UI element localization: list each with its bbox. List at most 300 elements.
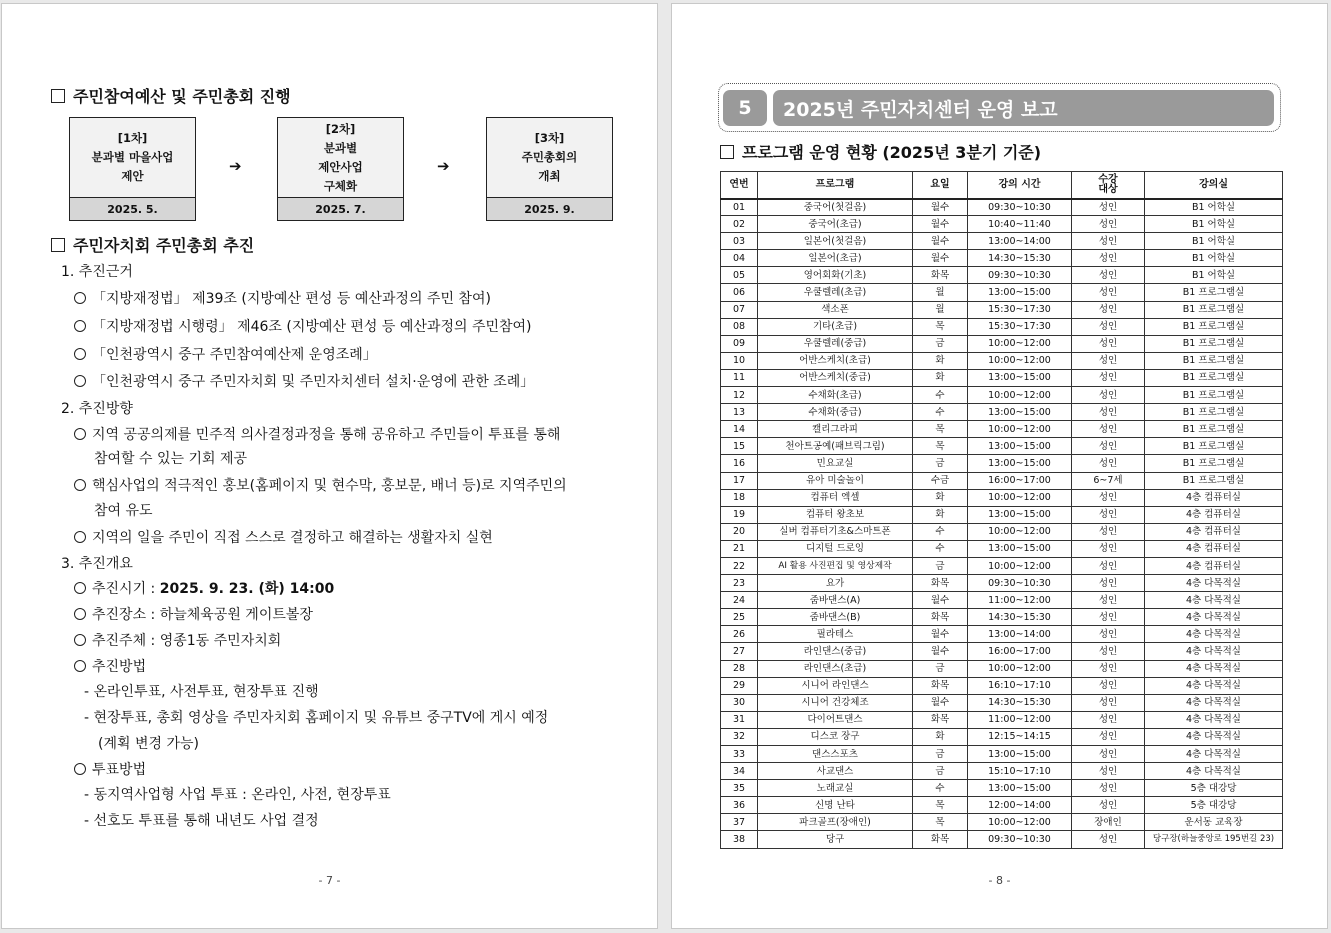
table-cell: 화 bbox=[913, 506, 968, 523]
checkbox-square-icon bbox=[720, 145, 734, 159]
table-cell: 13:00~15:00 bbox=[968, 404, 1072, 421]
table-cell: 13:00~15:00 bbox=[968, 506, 1072, 523]
table-cell: 07 bbox=[721, 301, 758, 318]
bullet-item bbox=[74, 318, 532, 336]
table-cell: 03 bbox=[721, 233, 758, 250]
table-cell: 10:00~12:00 bbox=[968, 814, 1072, 831]
table-cell: 4층 다목적실 bbox=[1145, 626, 1283, 643]
table-cell: 성인 bbox=[1072, 284, 1145, 301]
column-header: 수강 대상 bbox=[1072, 172, 1145, 199]
table-cell: 목 bbox=[913, 421, 968, 438]
table-cell: 11:00~12:00 bbox=[968, 592, 1072, 609]
table-cell: 월수 bbox=[913, 233, 968, 250]
table-cell: 일본어(초급) bbox=[758, 250, 913, 267]
table-row bbox=[721, 233, 1283, 250]
flow-step-1 bbox=[69, 117, 196, 221]
table-row bbox=[721, 199, 1283, 216]
flow-step-text: 개최 bbox=[538, 169, 561, 183]
table-cell: 13:00~14:00 bbox=[968, 626, 1072, 643]
table-cell: 화목 bbox=[913, 711, 968, 728]
table-cell: 화 bbox=[913, 728, 968, 745]
table-cell: 02 bbox=[721, 216, 758, 233]
flow-step-text: 구체화 bbox=[323, 178, 358, 193]
table-cell: 월수 bbox=[913, 216, 968, 233]
table-cell: 신명 난타 bbox=[758, 797, 913, 814]
table-cell: 10:00~12:00 bbox=[968, 489, 1072, 506]
table-cell: 성인 bbox=[1072, 387, 1145, 404]
bullet-text: 추진주체 : 영종1동 주민자치회 bbox=[92, 633, 282, 649]
table-row bbox=[721, 763, 1283, 780]
table-cell: 16 bbox=[721, 455, 758, 472]
table-row bbox=[721, 592, 1283, 609]
bullet-text: 「지방재정법 시행령」 제46조 (지방예산 편성 등 예산과정의 주민참여) bbox=[92, 319, 532, 335]
table-cell: 당구장(하늘중앙로 195번길 23) bbox=[1145, 831, 1283, 848]
table-cell: 22 bbox=[721, 557, 758, 574]
table-cell: 19 bbox=[721, 506, 758, 523]
table-cell: 15:30~17:30 bbox=[968, 301, 1072, 318]
table-row bbox=[721, 216, 1283, 233]
circle-bullet-icon bbox=[74, 348, 86, 360]
column-header: 연번 bbox=[721, 172, 758, 199]
table-cell: 화 bbox=[913, 352, 968, 369]
table-cell: 요가 bbox=[758, 575, 913, 592]
table-row bbox=[721, 694, 1283, 711]
arrow-right-icon: ➔ bbox=[437, 157, 450, 175]
bullet-text: 핵심사업의 적극적인 홍보(홈페이지 및 현수막, 홍보문, 배너 등)로 지역주민의 bbox=[92, 478, 567, 494]
table-cell: 라인댄스(중급) bbox=[758, 643, 913, 660]
table-cell: 성인 bbox=[1072, 831, 1145, 848]
table-row bbox=[721, 369, 1283, 386]
table-cell: B1 프로그램실 bbox=[1145, 284, 1283, 301]
bullet-item bbox=[74, 477, 567, 495]
table-row bbox=[721, 609, 1283, 626]
table-cell: 4층 다목적실 bbox=[1145, 575, 1283, 592]
bullet-item bbox=[74, 529, 493, 547]
table-cell: 월 bbox=[913, 284, 968, 301]
table-cell: 04 bbox=[721, 250, 758, 267]
chapter-banner bbox=[718, 83, 1281, 132]
bullet-item bbox=[74, 632, 281, 650]
table-cell: 수금 bbox=[913, 472, 968, 489]
table-cell: 성인 bbox=[1072, 797, 1145, 814]
table-cell: 09:30~10:30 bbox=[968, 267, 1072, 284]
circle-bullet-icon bbox=[74, 582, 86, 594]
table-cell: 13:00~15:00 bbox=[968, 438, 1072, 455]
table-row bbox=[721, 387, 1283, 404]
flow-step-3 bbox=[486, 117, 613, 221]
table-cell: 성인 bbox=[1072, 711, 1145, 728]
table-cell: 화목 bbox=[913, 575, 968, 592]
circle-bullet-icon bbox=[74, 479, 86, 491]
table-cell: 유아 미술놀이 bbox=[758, 472, 913, 489]
table-cell: 월수 bbox=[913, 199, 968, 216]
table-cell: 4층 다목적실 bbox=[1145, 711, 1283, 728]
table-cell: 08 bbox=[721, 318, 758, 335]
table-cell: 13:00~15:00 bbox=[968, 284, 1072, 301]
table-cell: 성인 bbox=[1072, 216, 1145, 233]
table-cell: 28 bbox=[721, 660, 758, 677]
table-cell: 26 bbox=[721, 626, 758, 643]
checkbox-square-icon bbox=[51, 89, 65, 103]
table-cell: 성인 bbox=[1072, 267, 1145, 284]
table-cell: 성인 bbox=[1072, 421, 1145, 438]
bullet-text: 「인천광역시 중구 주민참여예산제 운영조례」 bbox=[92, 347, 377, 363]
table-cell: 10 bbox=[721, 352, 758, 369]
bullet-item bbox=[74, 426, 560, 444]
table-cell: 10:00~12:00 bbox=[968, 352, 1072, 369]
table-cell: 06 bbox=[721, 284, 758, 301]
bullet-item bbox=[74, 761, 146, 779]
table-cell: 디스코 장구 bbox=[758, 728, 913, 745]
table-cell: 38 bbox=[721, 831, 758, 848]
bullet-text: 「지방재정법」 제39조 (지방예산 편성 등 예산과정의 주민 참여) bbox=[92, 291, 491, 307]
table-cell: 화목 bbox=[913, 609, 968, 626]
table-cell: 4층 다목적실 bbox=[1145, 694, 1283, 711]
table-cell: 수채화(초급) bbox=[758, 387, 913, 404]
table-cell: 일본어(첫걸음) bbox=[758, 233, 913, 250]
table-cell: 13 bbox=[721, 404, 758, 421]
table-cell: 월수 bbox=[913, 643, 968, 660]
table-cell: 파크골프(장애인) bbox=[758, 814, 913, 831]
table-cell: B1 프로그램실 bbox=[1145, 301, 1283, 318]
table-cell: 금 bbox=[913, 660, 968, 677]
bullet-item bbox=[74, 580, 334, 598]
table-row bbox=[721, 404, 1283, 421]
circle-bullet-icon bbox=[74, 608, 86, 620]
table-cell: 33 bbox=[721, 746, 758, 763]
table-cell: 월수 bbox=[913, 592, 968, 609]
table-row bbox=[721, 540, 1283, 557]
bullet-continuation: 참여 유도 bbox=[94, 503, 153, 519]
table-cell: 11:00~12:00 bbox=[968, 711, 1072, 728]
flow-step-text: 제안사업 bbox=[318, 159, 363, 174]
flow-step-text: 제안 bbox=[121, 169, 144, 183]
page-number: - 8 - bbox=[988, 874, 1011, 887]
flow-step-text: [2차] bbox=[325, 121, 356, 136]
table-cell: 16:00~17:00 bbox=[968, 472, 1072, 489]
table-row bbox=[721, 660, 1283, 677]
table-row bbox=[721, 284, 1283, 301]
chapter-title: 2025년 주민자치센터 운영 보고 bbox=[773, 90, 1274, 126]
table-cell: 10:00~12:00 bbox=[968, 523, 1072, 540]
table-cell: 어반스케치(초급) bbox=[758, 352, 913, 369]
table-cell: B1 어학실 bbox=[1145, 250, 1283, 267]
table-cell: 34 bbox=[721, 763, 758, 780]
table-cell: B1 프로그램실 bbox=[1145, 455, 1283, 472]
bullet-text: 추진시기 : bbox=[92, 581, 160, 597]
table-row bbox=[721, 267, 1283, 284]
table-cell: 36 bbox=[721, 797, 758, 814]
table-cell: 성인 bbox=[1072, 763, 1145, 780]
table-cell: 13:00~15:00 bbox=[968, 369, 1072, 386]
table-cell: 5층 대강당 bbox=[1145, 780, 1283, 797]
table-cell: 금 bbox=[913, 763, 968, 780]
column-header: 프로그램 bbox=[758, 172, 913, 199]
table-cell: 13:00~15:00 bbox=[968, 746, 1072, 763]
table-cell: 14 bbox=[721, 421, 758, 438]
table-cell: 16:10~17:10 bbox=[968, 677, 1072, 694]
bullet-item bbox=[74, 658, 146, 676]
table-row bbox=[721, 780, 1283, 797]
table-cell: 15:10~17:10 bbox=[968, 763, 1072, 780]
table-cell: B1 프로그램실 bbox=[1145, 472, 1283, 489]
table-cell: B1 어학실 bbox=[1145, 267, 1283, 284]
table-cell: 중국어(첫걸음) bbox=[758, 199, 913, 216]
table-cell: 4층 다목적실 bbox=[1145, 728, 1283, 745]
dash-item: - 동지역사업형 사업 투표 : 온라인, 사전, 현장투표 bbox=[84, 787, 391, 803]
table-cell: 성인 bbox=[1072, 335, 1145, 352]
table-cell: 성인 bbox=[1072, 318, 1145, 335]
program-table bbox=[720, 171, 1283, 849]
table-cell: 4층 컴퓨터실 bbox=[1145, 489, 1283, 506]
bullet-text: 지역의 일을 주민이 직접 스스로 결정하고 해결하는 생활자치 실현 bbox=[92, 530, 493, 546]
table-cell: 성인 bbox=[1072, 352, 1145, 369]
table-cell: 성인 bbox=[1072, 506, 1145, 523]
table-cell: 컴퓨터 엑셀 bbox=[758, 489, 913, 506]
table-cell: 25 bbox=[721, 609, 758, 626]
flow-step-text: 분과별 마을사업 bbox=[91, 150, 174, 164]
table-cell: 영어회화(기초) bbox=[758, 267, 913, 284]
table-cell: 10:00~12:00 bbox=[968, 660, 1072, 677]
table-cell: 성인 bbox=[1072, 369, 1145, 386]
table-cell: 성인 bbox=[1072, 540, 1145, 557]
table-cell: 월 bbox=[913, 301, 968, 318]
table-cell: 다이어트댄스 bbox=[758, 711, 913, 728]
table-cell: B1 어학실 bbox=[1145, 216, 1283, 233]
table-row bbox=[721, 506, 1283, 523]
table-cell: 4층 다목적실 bbox=[1145, 660, 1283, 677]
table-cell: B1 프로그램실 bbox=[1145, 335, 1283, 352]
table-cell: 12:15~14:15 bbox=[968, 728, 1072, 745]
table-cell: 성인 bbox=[1072, 677, 1145, 694]
table-cell: 캘리그라피 bbox=[758, 421, 913, 438]
bullet-item bbox=[74, 346, 377, 364]
table-cell: 수 bbox=[913, 780, 968, 797]
table-cell: 수 bbox=[913, 523, 968, 540]
document-page-7 bbox=[1, 3, 658, 929]
table-cell: 수채화(중급) bbox=[758, 404, 913, 421]
circle-bullet-icon bbox=[74, 292, 86, 304]
table-cell: 금 bbox=[913, 746, 968, 763]
column-header: 강의실 bbox=[1145, 172, 1283, 199]
flow-step-text: [1차] bbox=[117, 131, 148, 145]
table-row bbox=[721, 335, 1283, 352]
table-cell: 기타(초급) bbox=[758, 318, 913, 335]
table-cell: 금 bbox=[913, 455, 968, 472]
table-cell: 줌바댄스(A) bbox=[758, 592, 913, 609]
table-cell: 5층 대강당 bbox=[1145, 797, 1283, 814]
table-cell: B1 어학실 bbox=[1145, 199, 1283, 216]
table-cell: B1 프로그램실 bbox=[1145, 369, 1283, 386]
table-cell: B1 프로그램실 bbox=[1145, 404, 1283, 421]
schedule-value: 2025. 9. 23. (화) 14:00 bbox=[159, 581, 335, 597]
table-cell: 16:00~17:00 bbox=[968, 643, 1072, 660]
table-row bbox=[721, 677, 1283, 694]
table-cell: 4층 다목적실 bbox=[1145, 763, 1283, 780]
table-cell: 21 bbox=[721, 540, 758, 557]
table-cell: 월수 bbox=[913, 250, 968, 267]
table-row bbox=[721, 455, 1283, 472]
table-cell: 4층 다목적실 bbox=[1145, 746, 1283, 763]
table-cell: 수 bbox=[913, 540, 968, 557]
table-row bbox=[721, 318, 1283, 335]
table-cell: 성인 bbox=[1072, 250, 1145, 267]
numbered-heading: 1. 추진근거 bbox=[61, 264, 133, 280]
table-cell: 09:30~10:30 bbox=[968, 199, 1072, 216]
table-cell: 10:00~12:00 bbox=[968, 421, 1072, 438]
table-cell: 15 bbox=[721, 438, 758, 455]
document-page-8 bbox=[671, 3, 1328, 929]
section-heading-participatory-budget bbox=[51, 84, 291, 107]
table-cell: 30 bbox=[721, 694, 758, 711]
arrow-right-icon: ➔ bbox=[229, 157, 242, 175]
table-cell: 14:30~15:30 bbox=[968, 694, 1072, 711]
table-cell: 05 bbox=[721, 267, 758, 284]
numbered-heading: 2. 추진방향 bbox=[61, 401, 133, 417]
table-row bbox=[721, 472, 1283, 489]
circle-bullet-icon bbox=[74, 320, 86, 332]
table-row bbox=[721, 643, 1283, 660]
table-cell: 우쿨렐레(초급) bbox=[758, 284, 913, 301]
table-row bbox=[721, 797, 1283, 814]
table-cell: 목 bbox=[913, 438, 968, 455]
table-cell: 색소폰 bbox=[758, 301, 913, 318]
column-header: 요일 bbox=[913, 172, 968, 199]
table-cell: 어반스케치(중급) bbox=[758, 369, 913, 386]
table-cell: 성인 bbox=[1072, 609, 1145, 626]
table-row bbox=[721, 438, 1283, 455]
page-number: - 7 - bbox=[318, 874, 341, 887]
table-cell: 목 bbox=[913, 318, 968, 335]
dash-item: - 현장투표, 총회 영상을 주민자치회 홈페이지 및 유튜브 중구TV에 게시 예정 bbox=[84, 710, 549, 726]
table-cell: 노래교실 bbox=[758, 780, 913, 797]
section-title: 프로그램 운영 현황 (2025년 3분기 기준) bbox=[742, 143, 1042, 162]
table-cell: 4층 컴퓨터실 bbox=[1145, 540, 1283, 557]
table-cell: 01 bbox=[721, 199, 758, 216]
table-header-row bbox=[721, 172, 1283, 199]
table-cell: 성인 bbox=[1072, 694, 1145, 711]
chapter-number: 5 bbox=[723, 90, 767, 126]
section-title: 주민자치회 주민총회 추진 bbox=[73, 236, 255, 255]
table-cell: 23 bbox=[721, 575, 758, 592]
table-cell: 운서동 교육장 bbox=[1145, 814, 1283, 831]
table-cell: 성인 bbox=[1072, 557, 1145, 574]
circle-bullet-icon bbox=[74, 763, 86, 775]
table-body bbox=[721, 199, 1283, 849]
table-cell: 성인 bbox=[1072, 438, 1145, 455]
table-cell: 13:00~15:00 bbox=[968, 540, 1072, 557]
table-row bbox=[721, 523, 1283, 540]
bullet-text: 투표방법 bbox=[92, 762, 147, 778]
bullet-continuation: 참여할 수 있는 기회 제공 bbox=[94, 451, 248, 467]
table-cell: 목 bbox=[913, 814, 968, 831]
table-cell: 성인 bbox=[1072, 233, 1145, 250]
table-cell: 라인댄스(초급) bbox=[758, 660, 913, 677]
table-row bbox=[721, 575, 1283, 592]
table-cell: 중국어(초급) bbox=[758, 216, 913, 233]
table-cell: 12 bbox=[721, 387, 758, 404]
flow-step-date: 2025. 7. bbox=[278, 197, 403, 220]
flow-step-2 bbox=[277, 117, 404, 221]
bullet-text: 「인천광역시 중구 주민자치회 및 주민자치센터 설치·운영에 관한 조례」 bbox=[92, 374, 535, 390]
table-cell: 4층 다목적실 bbox=[1145, 592, 1283, 609]
table-section-heading bbox=[720, 140, 1041, 163]
table-cell: 화목 bbox=[913, 677, 968, 694]
flow-step-text: 주민총회의 bbox=[521, 150, 578, 164]
table-cell: 목 bbox=[913, 797, 968, 814]
flow-step-text: [3차] bbox=[534, 131, 565, 145]
table-cell: 13:00~15:00 bbox=[968, 455, 1072, 472]
table-cell: 09 bbox=[721, 335, 758, 352]
numbered-heading: 3. 추진개요 bbox=[61, 556, 133, 572]
table-cell: 시니어 건강체조 bbox=[758, 694, 913, 711]
table-cell: B1 프로그램실 bbox=[1145, 352, 1283, 369]
circle-bullet-icon bbox=[74, 428, 86, 440]
table-cell: 성인 bbox=[1072, 780, 1145, 797]
table-row bbox=[721, 728, 1283, 745]
table-cell: 성인 bbox=[1072, 746, 1145, 763]
table-cell: 필라테스 bbox=[758, 626, 913, 643]
bullet-item bbox=[74, 373, 534, 391]
table-cell: 4층 다목적실 bbox=[1145, 609, 1283, 626]
table-cell: 실버 컴퓨터기초&스마트폰 bbox=[758, 523, 913, 540]
table-row bbox=[721, 250, 1283, 267]
table-cell: 27 bbox=[721, 643, 758, 660]
table-row bbox=[721, 352, 1283, 369]
circle-bullet-icon bbox=[74, 660, 86, 672]
table-row bbox=[721, 711, 1283, 728]
section-heading-general-assembly bbox=[51, 233, 254, 256]
table-cell: 화목 bbox=[913, 831, 968, 848]
table-cell: 09:30~10:30 bbox=[968, 831, 1072, 848]
table-cell: 성인 bbox=[1072, 301, 1145, 318]
table-cell: 장애인 bbox=[1072, 814, 1145, 831]
table-cell: 14:30~15:30 bbox=[968, 609, 1072, 626]
table-cell: 당구 bbox=[758, 831, 913, 848]
table-cell: 금 bbox=[913, 335, 968, 352]
table-cell: 화목 bbox=[913, 267, 968, 284]
table-row bbox=[721, 831, 1283, 848]
dash-item: - 온라인투표, 사전투표, 현장투표 진행 bbox=[84, 684, 319, 700]
table-cell: 35 bbox=[721, 780, 758, 797]
column-header: 강의 시간 bbox=[968, 172, 1072, 199]
table-cell: B1 프로그램실 bbox=[1145, 421, 1283, 438]
table-cell: 13:00~15:00 bbox=[968, 780, 1072, 797]
table-cell: 줌바댄스(B) bbox=[758, 609, 913, 626]
table-cell: 14:30~15:30 bbox=[968, 250, 1072, 267]
table-cell: 컴퓨터 왕초보 bbox=[758, 506, 913, 523]
circle-bullet-icon bbox=[74, 531, 86, 543]
bullet-text: 추진방법 bbox=[92, 659, 147, 675]
table-cell: 10:00~12:00 bbox=[968, 335, 1072, 352]
table-cell: B1 프로그램실 bbox=[1145, 438, 1283, 455]
table-cell: 월수 bbox=[913, 694, 968, 711]
table-cell: 성인 bbox=[1072, 660, 1145, 677]
table-cell: 18 bbox=[721, 489, 758, 506]
table-cell: B1 프로그램실 bbox=[1145, 387, 1283, 404]
table-cell: 6~7세 bbox=[1072, 472, 1145, 489]
bullet-text: 추진장소 : 하늘체육공원 게이트볼장 bbox=[92, 607, 313, 623]
table-cell: 성인 bbox=[1072, 523, 1145, 540]
table-cell: 성인 bbox=[1072, 592, 1145, 609]
table-cell: 성인 bbox=[1072, 199, 1145, 216]
table-row bbox=[721, 301, 1283, 318]
process-flow bbox=[69, 117, 613, 221]
table-cell: 10:00~12:00 bbox=[968, 557, 1072, 574]
table-cell: 4층 다목적실 bbox=[1145, 643, 1283, 660]
table-cell: 디지털 드로잉 bbox=[758, 540, 913, 557]
table-cell: 수 bbox=[913, 387, 968, 404]
